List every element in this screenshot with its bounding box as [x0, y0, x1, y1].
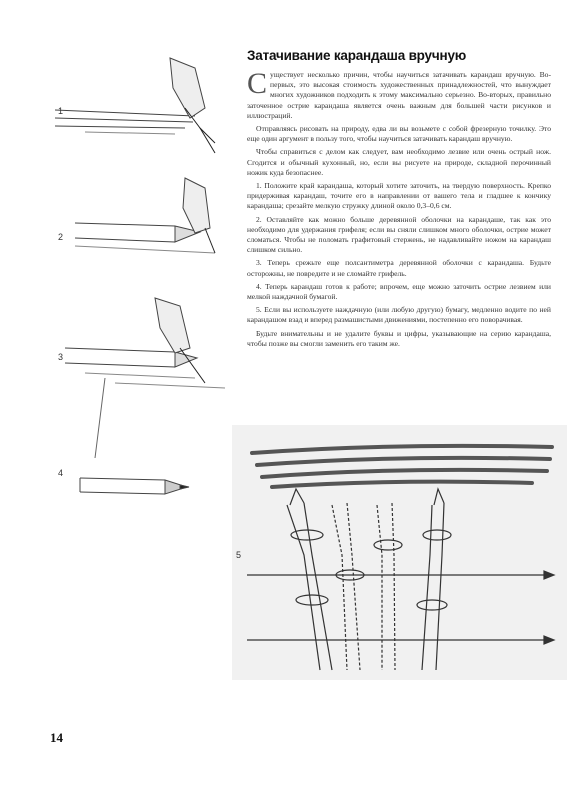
step-4-drawing: [80, 478, 189, 494]
paragraph-intro: Существует несколько причин, чтобы научиться затачивать карандаш вручную. Во-первых, это высокая стоимость художественных принадлежностей, что вынуждает многих художников подходить к этому максимально серьезно. Во-вторых, правильно заточенное острие карандаша является очень важным для большей части рисунков и иллюстраций.: [247, 67, 551, 120]
drop-cap: С: [247, 67, 268, 100]
step-3-drawing: [65, 298, 225, 458]
step-2-drawing: [75, 178, 215, 253]
sandpaper-sharpening-illustration: [232, 425, 567, 680]
sharpening-steps-illustration: [55, 48, 230, 518]
paragraph-step-1: 1. Положите край карандаша, который хотите заточить, на твердую поверхность. Крепко придерживая карандаш, точите его в направлении от вашего тела и гладшее к кончику карандаша; срезайте мелкую стружку длиной около 0,3–0,6 см.: [247, 181, 551, 211]
paragraph-step-3: 3. Теперь срежьте еще полсантиметра деревянной оболочки с карандаша. Будьте осторожны, не повредите и не сломайте грифель.: [247, 258, 551, 278]
step-1-drawing: [55, 58, 215, 153]
paragraph-step-5: 5. Если вы используете наждачную (или любую другую) бумагу, медленно водите по ней карандашом взад и вперед размашистыми движениями, постепенно его поворачивая.: [247, 305, 551, 325]
figure-label-2: 2: [58, 232, 64, 242]
figure-label-5: 5: [236, 550, 242, 560]
paragraph: Отправляясь рисовать на природу, едва ли вы возьмете с собой фрезерную точилку. Это еще один аргумент в пользу того, чтобы научиться затачивать карандаш вручную.: [247, 124, 551, 144]
figure-label-3: 3: [58, 352, 64, 362]
figure-label-1: 1: [58, 106, 64, 116]
paragraph-closing: Будьте внимательны и не удалите буквы и цифры, указывающие на серию карандаша, чтобы позже вы смогли заменить его таким же.: [247, 328, 551, 348]
page-title: Затачивание карандаша вручную: [247, 48, 467, 63]
paragraph: Чтобы справиться с делом как следует, вам необходимо лезвие или очень острый нож. Сгодится и обычный кухонный, но, если вы рисуете на природе, складной перочинный ножик куда безопаснее.: [247, 147, 551, 177]
page-number: 14: [50, 730, 63, 745]
figure-label-4: 4: [58, 468, 64, 478]
article-body: [247, 67, 551, 352]
paragraph-step-2: 2. Оставляйте как можно больше деревянной оболочки на карандаше, так как это необходимо для удержания грифеля; если вы сняли слишком много оболочки, острие может сломаться. Чтобы не поломать графитовый стержень, не надавливайте ножом на карандаш слишком сильно.: [247, 214, 551, 255]
paragraph-step-4: 4. Теперь карандаш готов к работе; впрочем, еще можно заточить острие лезвием или мелкой наждачной бумагой.: [247, 281, 551, 302]
